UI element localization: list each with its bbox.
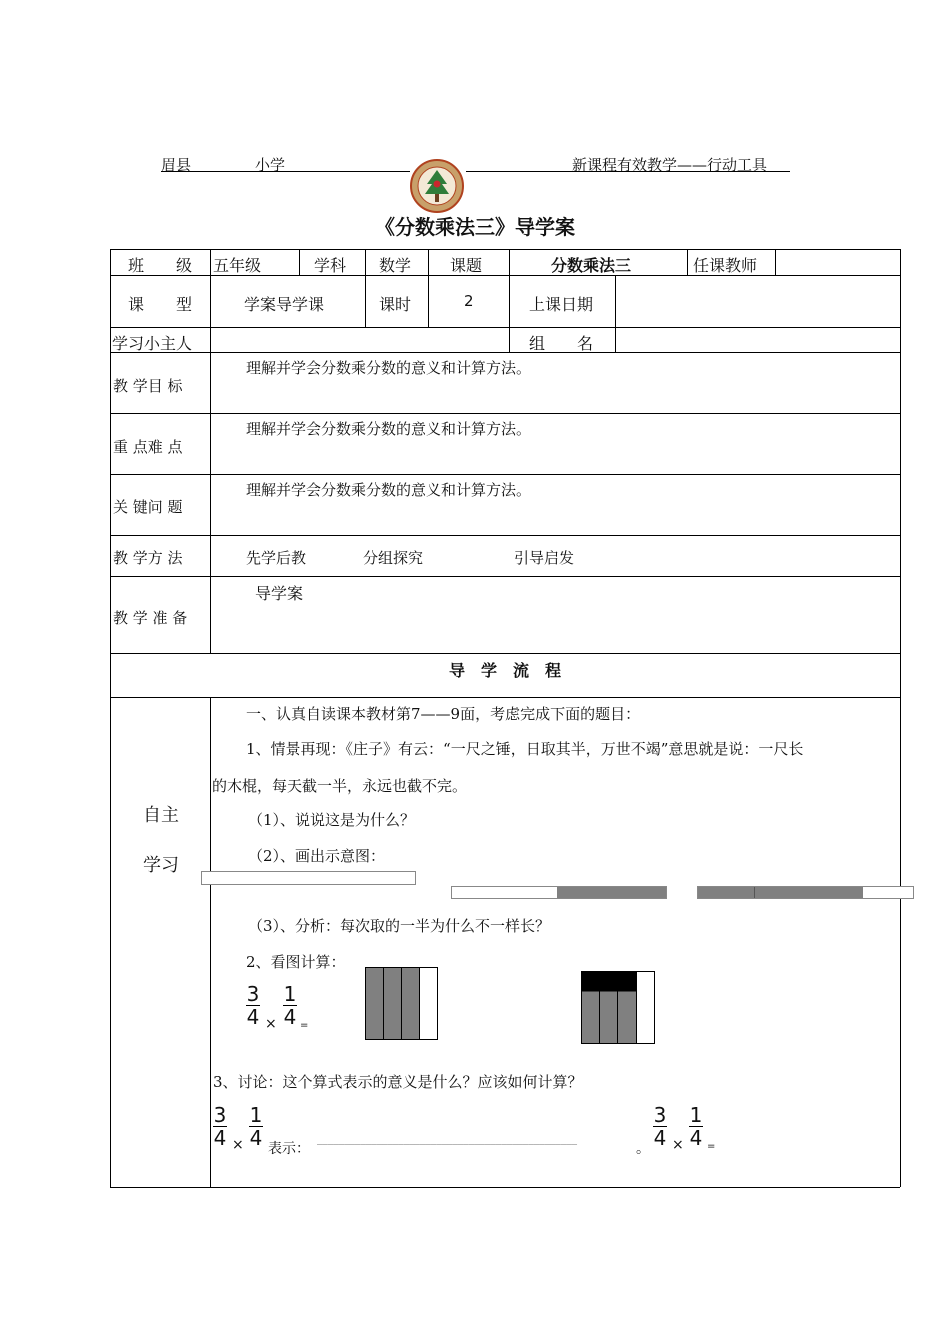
header-underline-right	[466, 171, 790, 172]
hours-label: 课时	[379, 295, 412, 314]
table-border-right	[900, 249, 901, 1187]
fraction-one-quarter: 1 4	[689, 1103, 703, 1150]
table-rule	[110, 352, 900, 353]
class-value: 五年级	[213, 256, 262, 275]
school-logo	[409, 158, 465, 214]
flow-heading: 导 学 流 程	[448, 661, 561, 680]
question3-text: 3、讨论：这个算式表示的意义是什么？应该如何计算？	[213, 1073, 583, 1091]
key-points-label: 重 点难 点	[113, 438, 183, 456]
subject-label: 学科	[314, 256, 347, 275]
meaning-blank[interactable]: ________________________________________________	[317, 1136, 578, 1146]
table-rule	[110, 249, 900, 250]
question1-a: （1）、说说这是为什么？	[248, 811, 416, 829]
key-questions-label: 关 键问 题	[113, 498, 183, 516]
table-rule	[687, 249, 688, 275]
class-label: 班 级	[128, 256, 193, 275]
times-sign: ×	[265, 1016, 277, 1032]
stick-diagram-whole	[201, 871, 416, 885]
meaning-label: 表示：	[268, 1141, 310, 1157]
table-rule	[110, 576, 900, 577]
hours-value: 2	[464, 292, 474, 310]
subject-value: 数学	[379, 256, 412, 275]
area-model-three-quarters	[365, 967, 438, 1040]
table-rule	[428, 249, 429, 275]
date-label: 上课日期	[529, 295, 594, 314]
fraction-three-quarters: 3 4	[653, 1103, 667, 1150]
table-rule	[110, 474, 900, 475]
question1-line1: 1、情景再现：《庄子》有云：“一尺之锤，日取其半，万世不竭”意思就是说：一尺长	[246, 740, 804, 758]
header-underline-left	[161, 171, 410, 172]
table-rule	[210, 352, 211, 653]
table-rule	[775, 249, 776, 275]
goals-label: 教 学目 标	[113, 377, 183, 395]
table-rule	[110, 535, 900, 536]
intro-text: 一、认真自读课本教材第7——9面，考虑完成下面的题目：	[246, 705, 641, 723]
topic-value: 分数乘法三	[551, 256, 632, 275]
table-rule	[509, 275, 510, 327]
question1-line2: 的木棍，每天截一半，永远也截不完。	[212, 777, 468, 795]
methods-label: 教 学方 法	[113, 549, 183, 567]
header-series: 新课程有效教学——行动工具	[572, 156, 768, 174]
table-rule	[365, 249, 366, 275]
prep-text: 导学案	[255, 584, 304, 603]
self-study-line2: 学习	[143, 855, 179, 876]
times-sign: ×	[672, 1137, 684, 1153]
method-item: 分组探究	[363, 549, 424, 567]
table-rule	[210, 327, 211, 352]
key-points-text: 理解并学会分数乘分数的意义和计算方法。	[246, 420, 532, 438]
table-rule	[110, 1187, 900, 1188]
stick-diagram-half	[451, 886, 667, 899]
table-rule	[509, 327, 510, 352]
self-study-line1: 自主	[143, 805, 179, 826]
table-rule	[299, 249, 300, 275]
question1-c: （3）、分析：每次取的一半为什么不一样长？	[248, 917, 551, 935]
table-rule	[210, 249, 211, 275]
type-label: 课 型	[128, 295, 193, 314]
table-rule	[509, 249, 510, 275]
table-rule	[110, 413, 900, 414]
area-model-product	[581, 971, 655, 1044]
table-rule	[110, 697, 900, 698]
table-rule	[428, 275, 429, 327]
equals-sign: =	[300, 1020, 309, 1031]
fraction-one-quarter: 1 4	[283, 982, 297, 1029]
goals-text: 理解并学会分数乘分数的意义和计算方法。	[246, 359, 532, 377]
stick-diagram-quarter	[697, 886, 914, 899]
method-item: 先学后教	[246, 549, 307, 567]
period: 。	[636, 1141, 650, 1157]
table-border-left	[110, 249, 111, 1187]
fraction-three-quarters: 3 4	[246, 982, 260, 1029]
table-rule	[110, 653, 900, 654]
prep-label: 教 学 准 备	[113, 609, 188, 627]
times-sign: ×	[232, 1137, 244, 1153]
table-rule	[210, 697, 211, 1187]
table-rule	[210, 275, 211, 327]
fraction-one-quarter: 1 4	[249, 1103, 263, 1150]
topic-label: 课题	[450, 256, 483, 275]
group-label: 组 名	[529, 334, 594, 353]
question1-b: （2）、画出示意图：	[248, 847, 386, 865]
table-rule	[365, 275, 366, 327]
header-school: 小学	[255, 156, 286, 174]
table-rule	[110, 327, 900, 328]
type-value: 学案导学课	[244, 295, 325, 314]
header-county: 眉县	[161, 156, 192, 174]
question2-text: 2、看图计算：	[246, 953, 346, 971]
method-item: 引导启发	[514, 549, 575, 567]
document-title: 《分数乘法三》导学案	[375, 215, 575, 239]
equals-sign: =	[707, 1141, 716, 1152]
table-rule	[615, 275, 616, 327]
fraction-three-quarters: 3 4	[213, 1103, 227, 1150]
teacher-label: 任课教师	[693, 256, 758, 275]
leader-label: 学习小主人	[112, 334, 193, 353]
table-rule	[615, 327, 616, 352]
key-questions-text: 理解并学会分数乘分数的意义和计算方法。	[246, 481, 532, 499]
